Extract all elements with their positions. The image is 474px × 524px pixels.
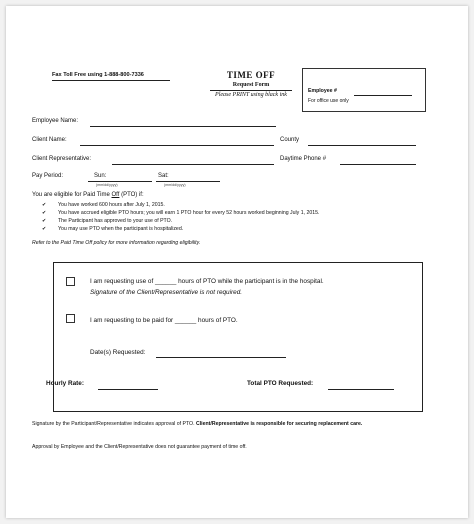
fax-number: Fax Toll Free using 1-888-800-7336	[52, 72, 144, 78]
employee-number-label: Employee #	[308, 88, 337, 94]
employee-name-label: Employee Name:	[32, 118, 79, 124]
pay-period-label: Pay Period:	[32, 173, 64, 179]
hospital-pto-suffix: hours of PTO while the participant is in the hospital.	[176, 278, 324, 285]
paid-pto-text	[90, 317, 238, 324]
hospital-pto-text	[90, 278, 324, 285]
hospital-pto-checkbox[interactable]	[66, 277, 75, 286]
sat-label: Sat:	[158, 173, 169, 179]
eligibility-item: The Participant has approved to your use of PTO.	[58, 218, 173, 224]
paid-pto-prefix: I am requesting to be paid for	[90, 317, 175, 324]
fax-underline	[52, 80, 170, 81]
daytime-phone-label: Daytime Phone #	[280, 156, 327, 162]
form-page	[6, 6, 468, 518]
signature-not-required-note: Signature of the Client/Representative is not required.	[90, 289, 243, 296]
client-rep-label: Client Representative:	[32, 156, 92, 162]
client-name-label: Client Name:	[32, 137, 67, 143]
eligibility-intro-text: You are eligible for Paid Time	[32, 192, 112, 198]
check-icon: ✔	[42, 218, 47, 224]
client-name-field[interactable]	[80, 145, 274, 146]
sun-date-field[interactable]	[88, 181, 152, 182]
approval-note: Approval by Employee and the Client/Representative does not guarantee payment of time off.	[32, 444, 247, 450]
sat-date-hint: (mm/dd/yyyy)	[164, 183, 186, 187]
employee-number-field[interactable]	[354, 95, 412, 96]
check-icon: ✔	[42, 210, 47, 216]
eligibility-item: You have accrued eligible PTO hours; you will earn 1 PTO hour for every 52 hours worked beginning July 1, 2015.	[58, 210, 320, 216]
daytime-phone-field[interactable]	[340, 164, 416, 165]
total-pto-label: Total PTO Requested:	[247, 380, 314, 387]
client-rep-field[interactable]	[112, 164, 274, 165]
eligibility-intro-suffix: (PTO) if:	[119, 192, 144, 198]
total-pto-field[interactable]	[328, 389, 394, 390]
policy-note: Refer to the Paid Time Off policy for more information regarding eligibility.	[32, 240, 201, 246]
office-use-note: For office use only	[308, 98, 349, 104]
county-field[interactable]	[308, 145, 416, 146]
hospital-hours-field[interactable]: ______	[155, 278, 177, 285]
sun-date-hint: (mm/dd/yyyy)	[96, 183, 118, 187]
hourly-rate-field[interactable]	[98, 389, 158, 390]
eligibility-off-link[interactable]: Off	[111, 192, 120, 198]
county-label: County	[280, 137, 300, 143]
employee-name-field[interactable]	[90, 126, 276, 127]
print-instruction: Please PRINT using black ink	[215, 92, 287, 98]
replacement-care-note: Client/Representative is responsible for securing replacement care.	[195, 421, 363, 427]
signature-note	[32, 421, 412, 429]
paid-pto-suffix: hours of PTO.	[196, 317, 238, 324]
form-subtitle: Request Form	[232, 82, 270, 88]
sat-date-field[interactable]	[156, 181, 220, 182]
paid-pto-checkbox[interactable]	[66, 314, 75, 323]
dates-requested-label: Date(s) Requested:	[90, 349, 146, 356]
eligibility-item: You may use PTO when the participant is hospitalized.	[58, 226, 184, 232]
form-title: TIME OFF	[226, 70, 276, 80]
subtitle-underline	[210, 90, 292, 91]
check-icon: ✔	[42, 202, 47, 208]
hourly-rate-label: Hourly Rate:	[46, 380, 84, 387]
eligibility-intro	[32, 192, 144, 198]
sun-label: Sun:	[94, 173, 107, 179]
eligibility-item: You have worked 600 hours after July 1, 2015.	[58, 202, 165, 208]
hospital-pto-prefix: I am requesting use of	[90, 278, 156, 285]
paid-hours-field[interactable]: ______	[174, 317, 197, 324]
dates-requested-field[interactable]	[156, 357, 286, 358]
check-icon: ✔	[42, 226, 47, 232]
signature-note-text: Signature by the Participant/Representative indicates approval of PTO.	[32, 421, 196, 427]
